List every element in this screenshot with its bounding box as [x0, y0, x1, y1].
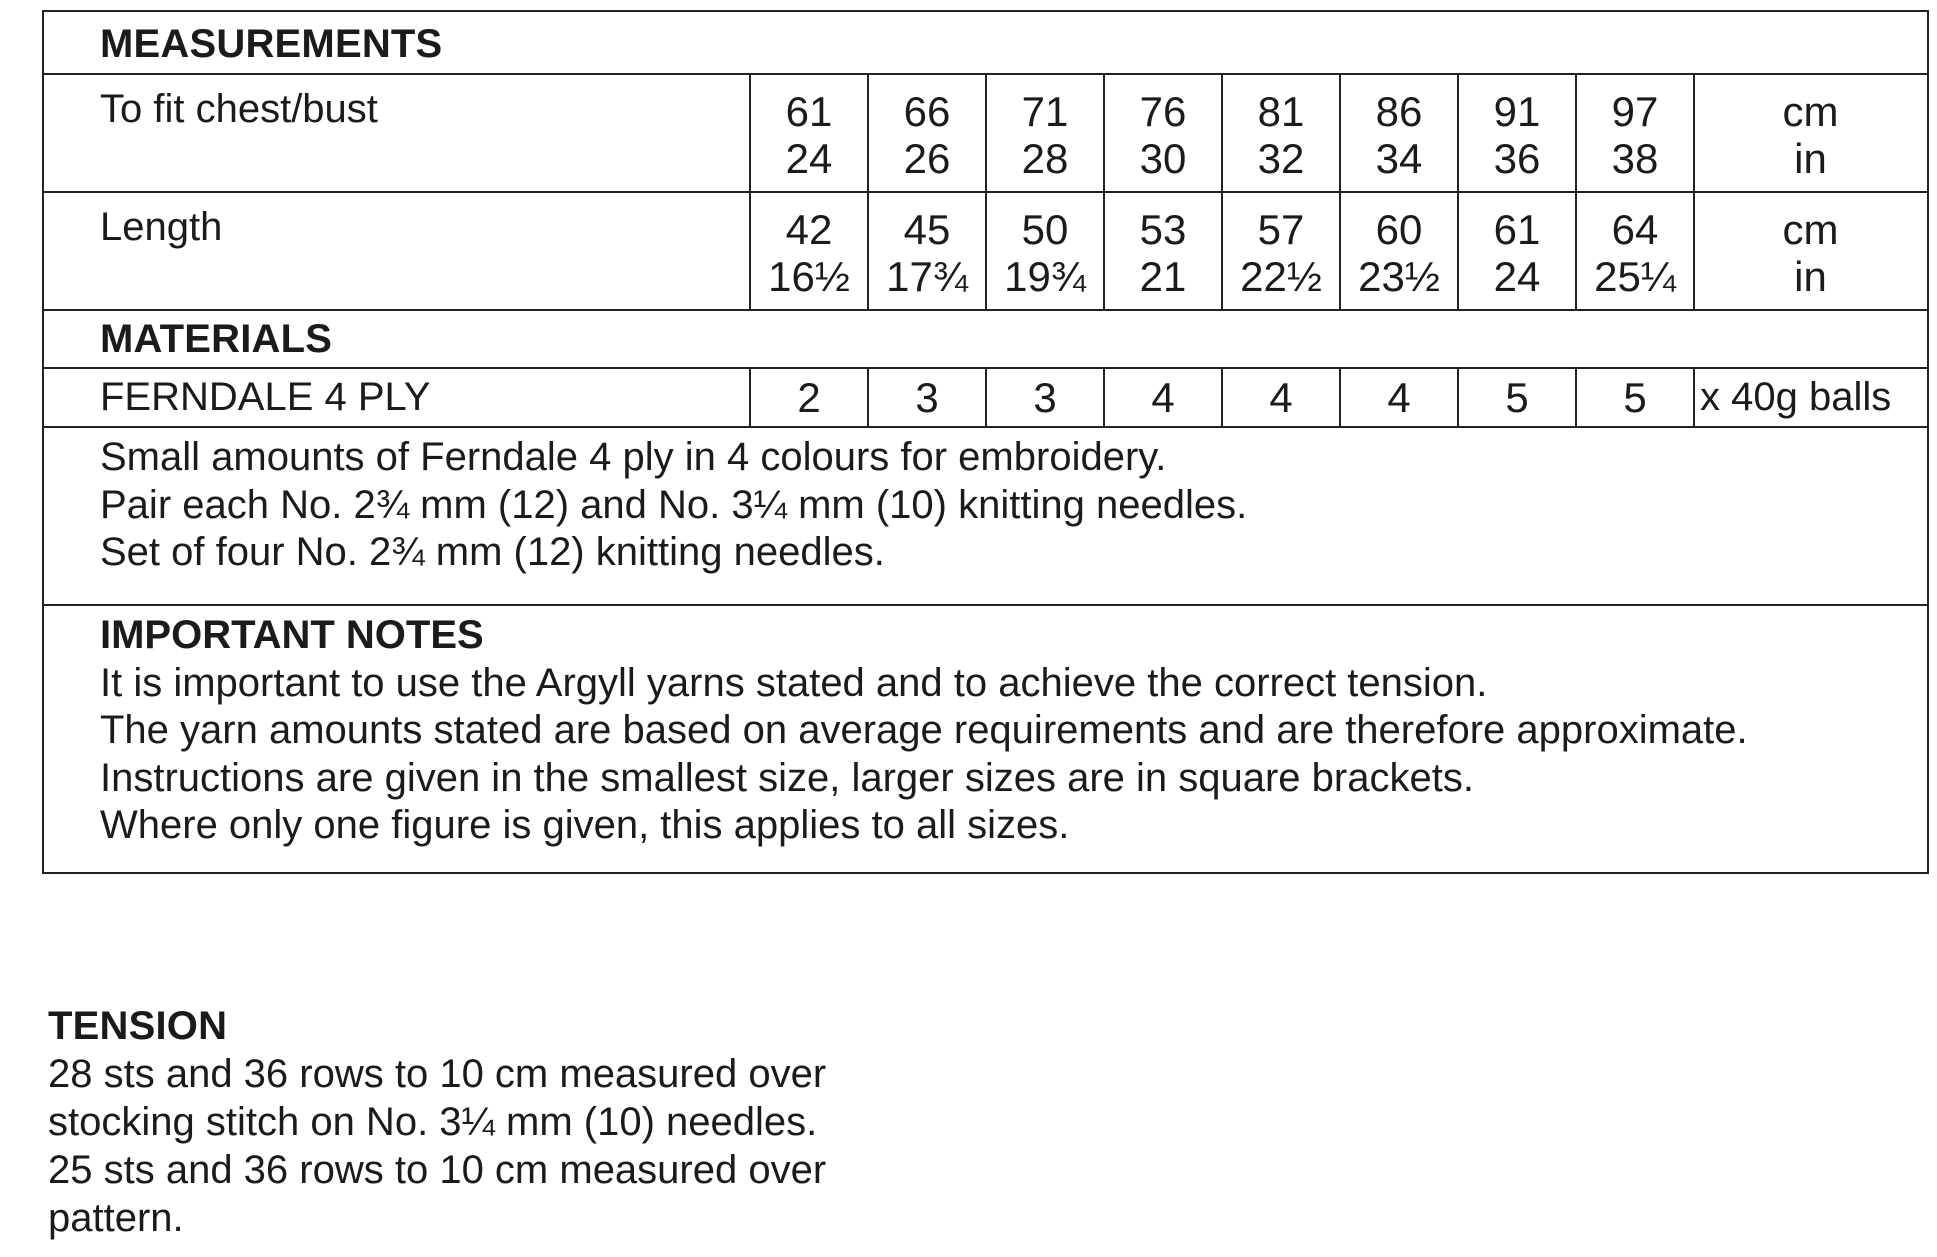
row-divider — [44, 604, 1927, 606]
tension-line: stocking stitch on No. 3¼ mm (10) needles. — [48, 1100, 818, 1144]
yarn-balls-size-1: 2 — [797, 374, 821, 421]
materials-notes: Small amounts of Ferndale 4 ply in 4 colours for embroidery. Pair each No. 2¾ mm (12) and No. 3¼ mm (10) knitting needles. Set of four No. 2¾ mm (12) knitting needles. — [100, 435, 1248, 574]
chest-size-3: 71 28 — [1021, 88, 1069, 182]
yarn-balls-size-8: 5 — [1623, 374, 1647, 421]
tension-line: 25 sts and 36 rows to 10 cm measured over — [48, 1148, 827, 1192]
yarn-balls-size-3: 3 — [1033, 374, 1057, 421]
length-size-5: 57 22½ — [1240, 206, 1322, 300]
tension-line: 28 sts and 36 rows to 10 cm measured over — [48, 1052, 827, 1096]
measurements-heading: MEASUREMENTS — [100, 22, 443, 66]
length-size-1: 42 16½ — [768, 206, 850, 300]
chest-size-4: 76 30 — [1139, 88, 1187, 182]
length-size-3: 50 19¾ — [1004, 206, 1086, 300]
pattern-info-table — [42, 10, 1929, 874]
length-label: Length — [100, 205, 223, 249]
chest-size-1: 61 24 — [785, 88, 833, 182]
tension-section — [48, 1003, 826, 1242]
chest-size-5: 81 32 — [1257, 88, 1305, 182]
tension-heading: TENSION — [48, 1004, 228, 1048]
length-units: cm in — [1782, 206, 1839, 300]
chest-units: cm in — [1782, 88, 1839, 182]
yarn-balls-size-5: 4 — [1269, 374, 1293, 421]
yarn-label: FERNDALE 4 PLY — [100, 375, 431, 419]
chest-size-7: 91 36 — [1493, 88, 1541, 182]
important-notes-heading: IMPORTANT NOTES — [100, 613, 484, 657]
chest-label: To fit chest/bust — [100, 87, 378, 131]
length-size-7: 61 24 — [1493, 206, 1541, 300]
row-divider — [44, 309, 1927, 311]
length-size-4: 53 21 — [1139, 206, 1187, 300]
row-divider — [44, 426, 1927, 428]
yarn-balls-size-4: 4 — [1151, 374, 1175, 421]
length-size-2: 45 17¾ — [886, 206, 968, 300]
important-notes: IMPORTANT NOTES It is important to use the Argyll yarns stated and to achieve the correct tension. The yarn amounts stated are based on average requirements and are therefore approximate. Instructions are given in the smallest size, larger sizes are in square brackets. Where only one figure is given, this applies to all sizes. — [100, 613, 1748, 847]
length-size-8: 64 25¼ — [1594, 206, 1676, 300]
length-size-6: 60 23½ — [1358, 206, 1440, 300]
yarn-balls-size-6: 4 — [1387, 374, 1411, 421]
yarn-unit: x 40g balls — [1700, 375, 1892, 419]
tension-line: pattern. — [48, 1196, 184, 1240]
column-divider — [1693, 367, 1695, 426]
chest-size-2: 66 26 — [903, 88, 951, 182]
yarn-balls-size-2: 3 — [915, 374, 939, 421]
chest-size-6: 86 34 — [1375, 88, 1423, 182]
yarn-balls-size-7: 5 — [1505, 374, 1529, 421]
materials-heading: MATERIALS — [100, 317, 333, 361]
chest-size-8: 97 38 — [1611, 88, 1659, 182]
